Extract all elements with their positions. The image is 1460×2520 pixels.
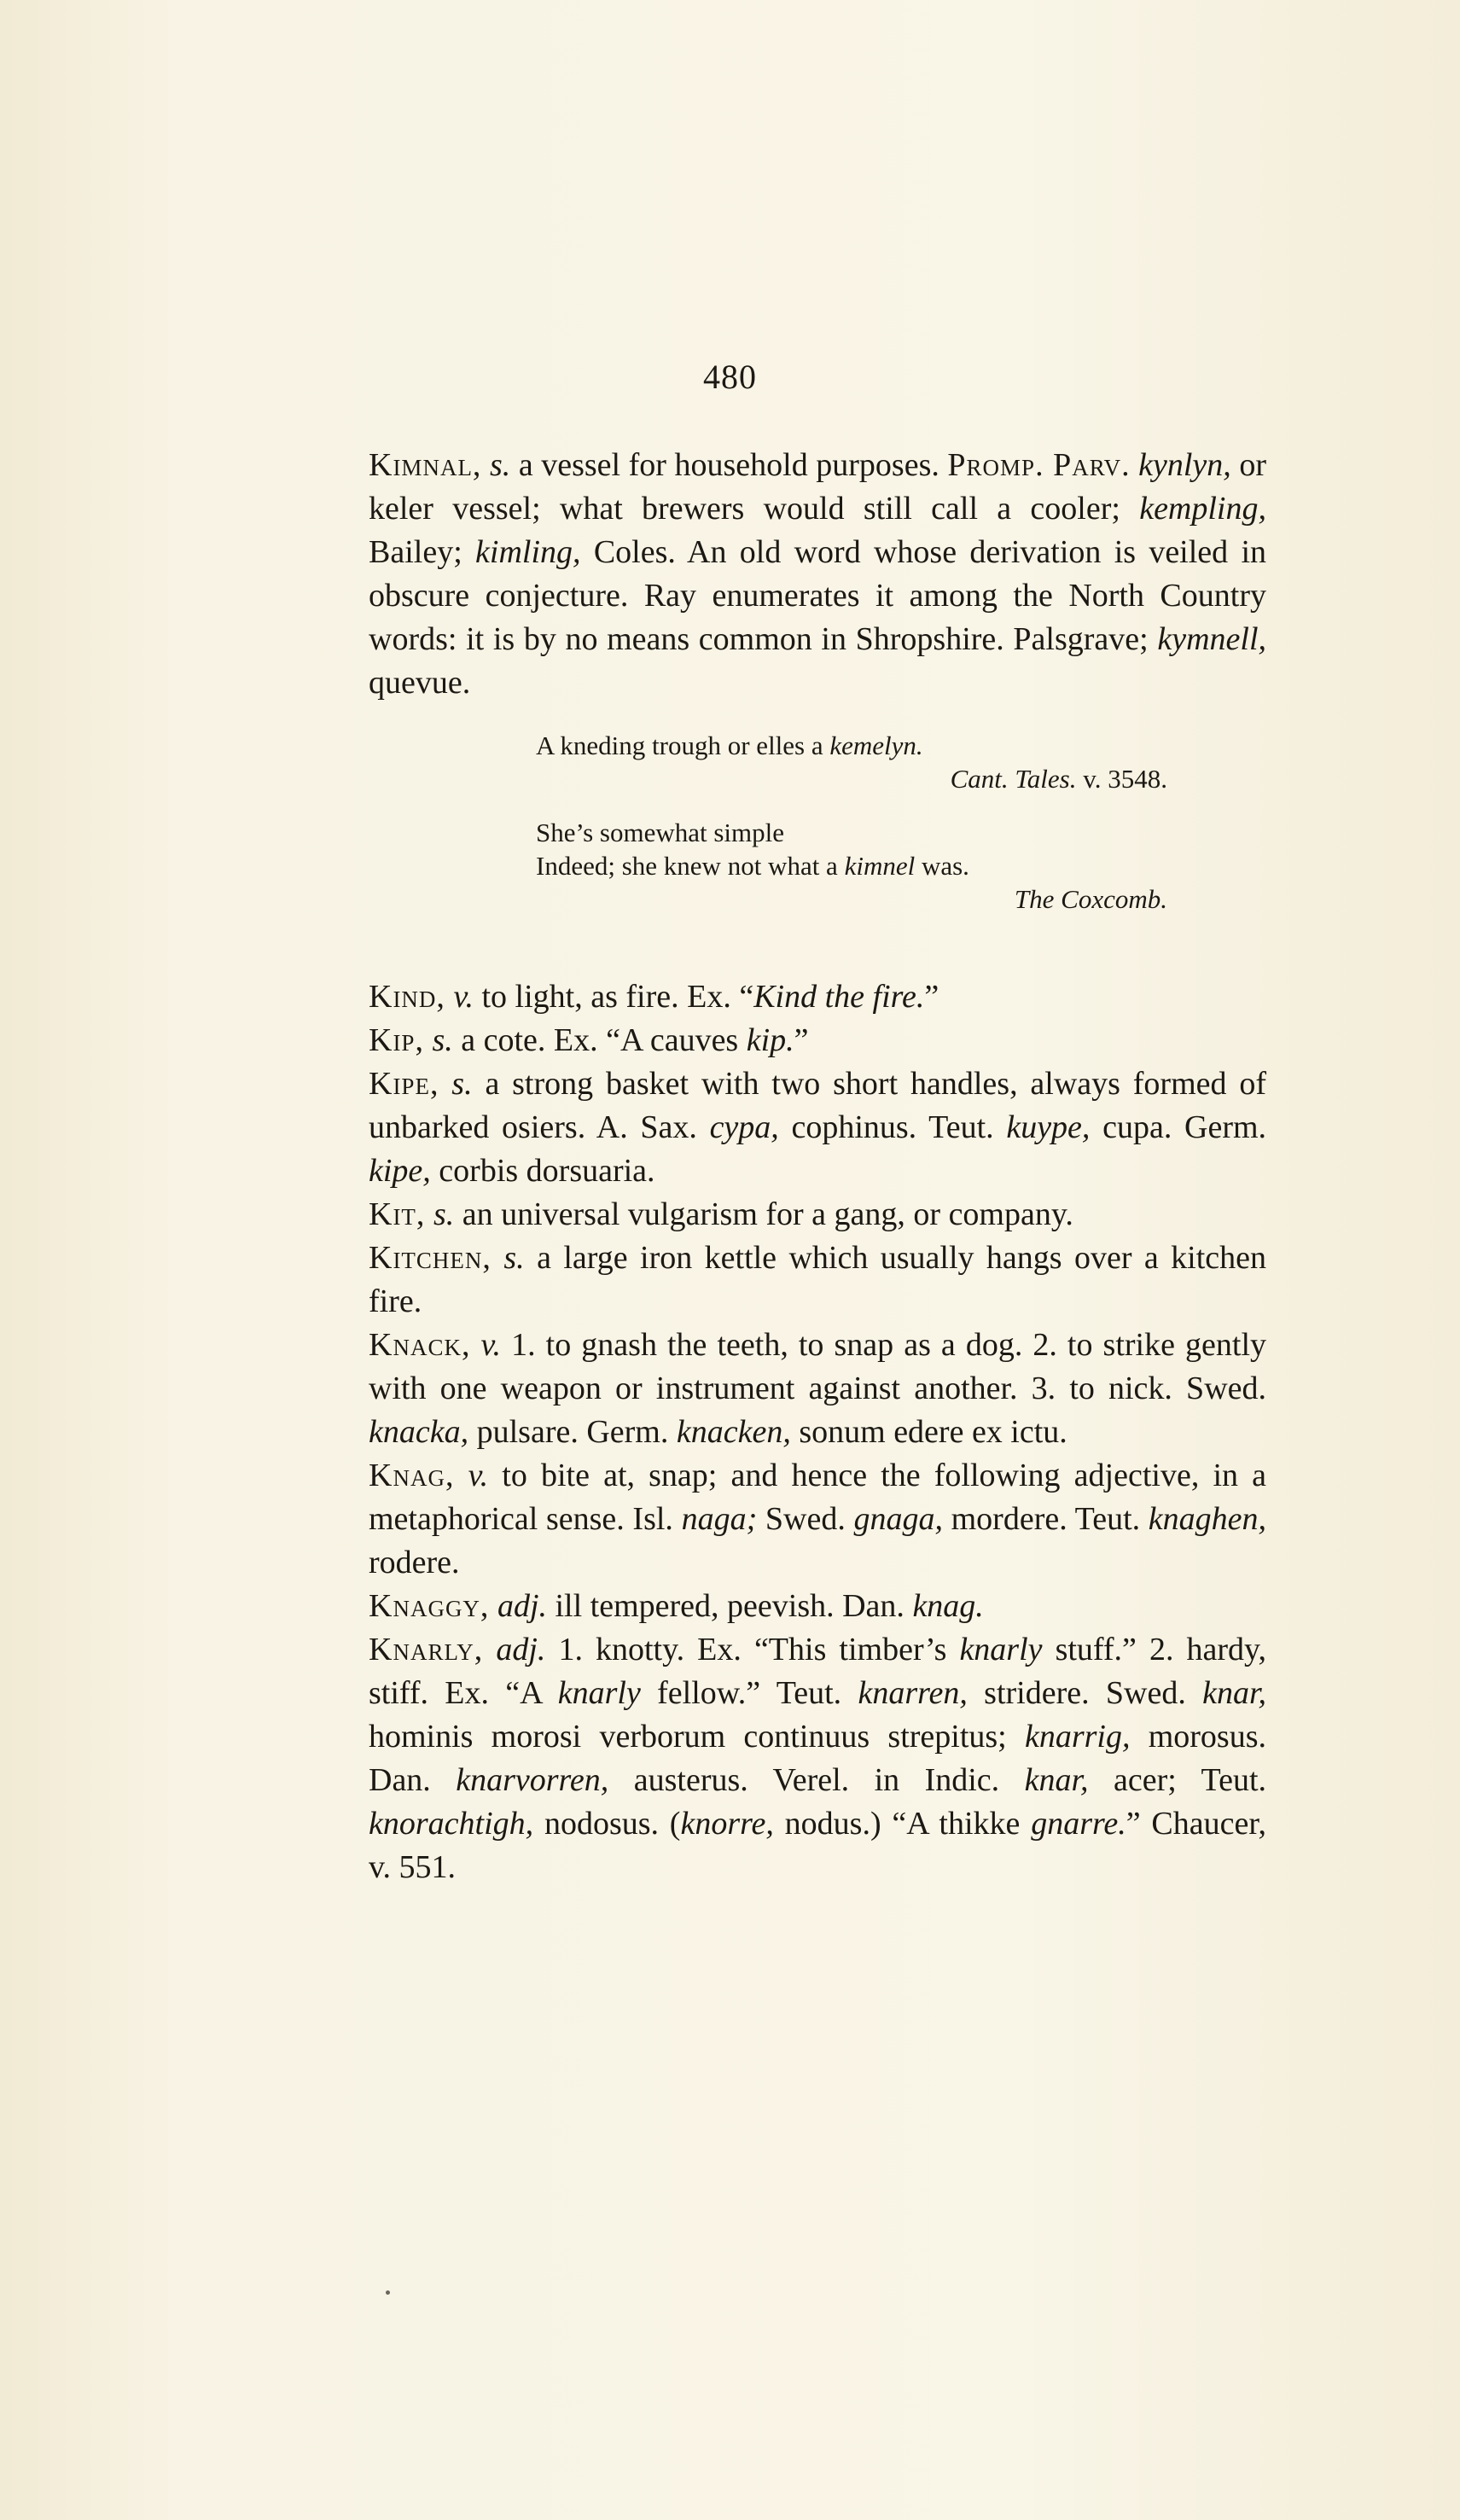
ink-speck [386,2290,390,2295]
dictionary-content [369,444,1266,1889]
entry-kitchen [369,1237,1266,1324]
definition-text: acer; Teut. [1114,1762,1267,1798]
entry-knack [369,1324,1266,1454]
definition-text: austerus. Verel. in Indic. [633,1762,1000,1798]
entry-kit [369,1193,1266,1237]
definition-text: quevue. [369,665,471,701]
part-of-speech: v. [468,1458,489,1493]
cited-word: kipe, [369,1153,431,1189]
cited-word: knaghen, [1148,1501,1267,1537]
source-title: Cant. Tales. [950,764,1077,794]
definition-text: stuff.” 2. hardy, stiff. Ex. “A [369,1632,1267,1711]
definition-text: fellow.” Teut. [657,1675,842,1711]
entry-knag [369,1454,1266,1585]
quotation-text: she knew not what a [621,851,838,881]
headword: Kimnal, [369,447,482,483]
quotation-text: Indeed; [536,851,615,881]
definition: a vessel for household purposes. [518,447,939,483]
definition-text: ” Chaucer, v. 551. [369,1806,1266,1885]
cited-word: gnarre. [1031,1806,1126,1842]
definition-text: 1. to gnash the teeth, to snap as a dog. 2. to strike gently with one weapon or instrument against another. 3. to nick. Swed. [369,1327,1267,1406]
definition-text: to bite at, snap; and hence the following adjective, in a metaphorical sense. Isl. [369,1458,1267,1537]
definition-text: pulsare. Germ. [476,1414,669,1450]
entry-knaggy [369,1585,1266,1628]
cited-word: kempling, [1139,491,1266,527]
definition-text: ill tempered, peevish. Dan. [555,1588,905,1624]
part-of-speech: adj. [496,1632,546,1667]
quotation-source: The Coxcomb. [1014,884,1167,914]
cited-word: knarren, [858,1675,968,1711]
cited-word: knarrig, [1024,1719,1131,1755]
cited-word: kimling, [475,534,581,570]
headword: Knaggy, [369,1588,490,1624]
definition-text: or keler vessel; what brewers would still call a cooler; [369,447,1266,527]
headword: Knarly, [369,1632,484,1667]
spacer [369,916,1266,975]
definition-text: Bailey; [369,534,462,570]
part-of-speech: s. [489,447,511,483]
part-of-speech: adj. [497,1588,547,1624]
quotation-cant-tales [536,729,1167,795]
definition-text: hominis morosi verborum continuus strepitus; [369,1719,1007,1755]
cited-word: knarly [959,1632,1043,1667]
part-of-speech: v. [480,1327,502,1363]
cited-word: kemelyn. [829,730,923,760]
headword: Kind, [369,979,445,1015]
cited-word: knag. [912,1588,984,1624]
part-of-speech: s. [433,1196,455,1232]
definition-text: an universal vulgarism for a gang, or company. [462,1196,1073,1232]
headword: Knag, [369,1458,455,1493]
definition-text: a large iron kettle which usually hangs over a kitchen fire. [369,1240,1267,1319]
definition-text: a strong basket with two short handles, always formed of unbarked osiers. A. Sax. [369,1066,1266,1145]
cited-word: kymnell, [1157,621,1266,657]
cited-word: kynlyn, [1138,447,1231,483]
cited-word: gnaga, [853,1501,943,1537]
quotation-line [536,729,1167,762]
definition-text: a cote. Ex. “A cauves [461,1022,739,1058]
definition-text: rodere. [369,1545,460,1580]
part-of-speech: v. [453,979,474,1015]
quotation-coxcomb [536,816,1167,916]
cited-word: knorre, [680,1806,774,1842]
definition-text: ” [924,979,939,1015]
definition-text: sonum edere ex ictu. [799,1414,1067,1450]
definition-text: 1. knotty. Ex. “This timber’s [558,1632,947,1667]
cited-word: knar, [1024,1762,1089,1798]
definition-text: morosus. Dan. [369,1719,1267,1798]
definition-text: mordere. Teut. [951,1501,1141,1537]
definition-text: corbis dorsuaria. [439,1153,655,1189]
cited-word: knarly [557,1675,641,1711]
headword: Knack, [369,1327,471,1363]
headword: Kip, [369,1022,424,1058]
cited-word: Kind the fire. [753,979,925,1015]
quotation-text: was. [921,851,969,881]
cited-word: cypa, [709,1109,779,1145]
definition-text: nodosus. ( [544,1806,681,1842]
definition-text: Coles. An old word whose derivation is veiled in obscure conjecture. Ray enumerates it among the North Country words: it is by no means common in Shropshire. Palsgrave; [369,534,1267,657]
headword: Kipe, [369,1066,439,1102]
quotation-line [536,849,1167,882]
entry-kip [369,1019,1266,1062]
entry-kind [369,975,1266,1019]
definition-text: ” [794,1022,809,1058]
quotation-source [536,762,1167,795]
source-ref: v. 3548. [1083,764,1167,794]
cited-word: knarvorren, [456,1762,609,1798]
source-ref: Promp. Parv. [947,447,1131,483]
headword: Kitchen, [369,1240,492,1276]
page-number: 480 [703,358,757,396]
definition-text: to light, as fire. Ex. “ [481,979,754,1015]
cited-word: knacka, [369,1414,469,1450]
definition-text: cophinus. Teut. [791,1109,994,1145]
cited-word: kimnel [844,851,916,881]
part-of-speech: s. [451,1066,473,1102]
headword: Kit, [369,1196,426,1232]
entry-knarly [369,1628,1266,1889]
definition-text: nodus.) “A thikke [784,1806,1021,1842]
part-of-speech: s. [432,1022,453,1058]
quotation-line: She’s somewhat simple [536,818,785,847]
cited-word: knacken, [676,1414,791,1450]
cited-word: kuype, [1006,1109,1091,1145]
cited-word: kip. [746,1022,794,1058]
part-of-speech: s. [503,1240,525,1276]
cited-word: knar, [1202,1675,1267,1711]
definition-text: Swed. [765,1501,846,1537]
cited-word: naga; [681,1501,758,1537]
entry-kipe [369,1062,1266,1193]
definition-text: cupa. Germ. [1102,1109,1267,1145]
entry-kimnal [369,444,1266,705]
cited-word: knorachtigh, [369,1806,534,1842]
definition-text: stridere. Swed. [984,1675,1186,1711]
quotation-text: A kneding trough or elles a [536,730,823,760]
